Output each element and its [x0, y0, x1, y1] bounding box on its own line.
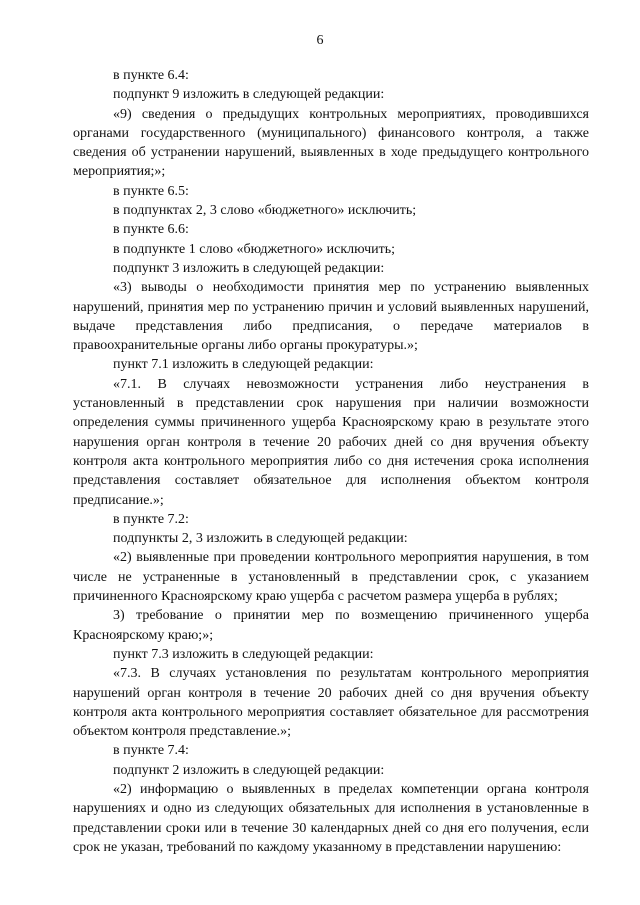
paragraph: «9) сведения о предыдущих контрольных мероприятиях, проводившихся органами государственного (муниципального) финансового контроля, а также сведения об устранении нарушений, выявленных в ходе предыдущего контрольного мероприятия;»; [73, 106, 589, 180]
paragraph: в пункте 6.5: [113, 183, 189, 199]
paragraph: подпункты 2, 3 изложить в следующей редакции: [113, 531, 408, 547]
paragraph: подпункт 2 изложить в следующей редакции: [113, 762, 385, 778]
paragraph: в подпункте 1 слово «бюджетного» исключить; [113, 241, 396, 257]
paragraph: «7.3. В случаях установления по результатам контрольного мероприятия нарушений орган контроля в течение 20 рабочих дней со дня вручения объекту контроля акта контрольного мероприятия составляет обязательное для рассмотрения объектом контроля представление.»; [73, 666, 589, 740]
paragraph: пункт 7.3 изложить в следующей редакции: [113, 646, 374, 662]
paragraph: «2) информацию о выявленных в пределах компетенции органа контроля нарушениях и одно из следующих обязательных для исполнения в установленные в представлении сроки или в течение 30 календарных дней со дня его получения, если срок не указан, требований по каждому указанному в представлении нарушению: [73, 781, 589, 855]
paragraph: в подпунктах 2, 3 слово «бюджетного» исключить; [113, 203, 417, 219]
paragraph: «7.1. В случаях невозможности устранения либо неустранения в установленный в представлении срок нарушения при наличии возможности определения суммы причиненного ущерба Красноярскому краю в результате этого нарушения орган контроля в течение 20 рабочих дней со дня вручения объекту контроля акта контрольного мероприятия либо со дня истечения срока исполнения представления составляет обязательное для исполнения объектом контроля предписание.»; [73, 376, 589, 508]
paragraph: подпункт 3 изложить в следующей редакции: [113, 260, 385, 276]
paragraph: в пункте 6.6: [113, 222, 189, 238]
paragraph: в пункте 7.2: [113, 511, 189, 527]
paragraph: «2) выявленные при проведении контрольного мероприятия нарушения, в том числе не устраненные в установленный в представлении срок, с указанием причиненного Красноярскому краю ущерба с расчетом размера ущерба в рублях; [73, 550, 589, 605]
paragraph: в пункте 7.4: [113, 743, 189, 759]
paragraph: подпункт 9 изложить в следующей редакции: [113, 87, 385, 103]
paragraph: пункт 7.1 изложить в следующей редакции: [113, 357, 374, 373]
paragraph: «3) выводы о необходимости принятия мер по устранению выявленных нарушений, принятия мер по устранению причин и условий выявленных нарушений, выдаче представления либо предписания, о передаче материалов в правоохранительные органы либо органы прокуратуры.»; [73, 280, 589, 354]
paragraph: 3) требование о принятии мер по возмещению причиненного ущерба Красноярскому краю;»; [73, 608, 589, 643]
document-body [73, 66, 589, 857]
page-number: 6 [316, 33, 324, 48]
paragraph: в пункте 6.4: [113, 68, 189, 83]
